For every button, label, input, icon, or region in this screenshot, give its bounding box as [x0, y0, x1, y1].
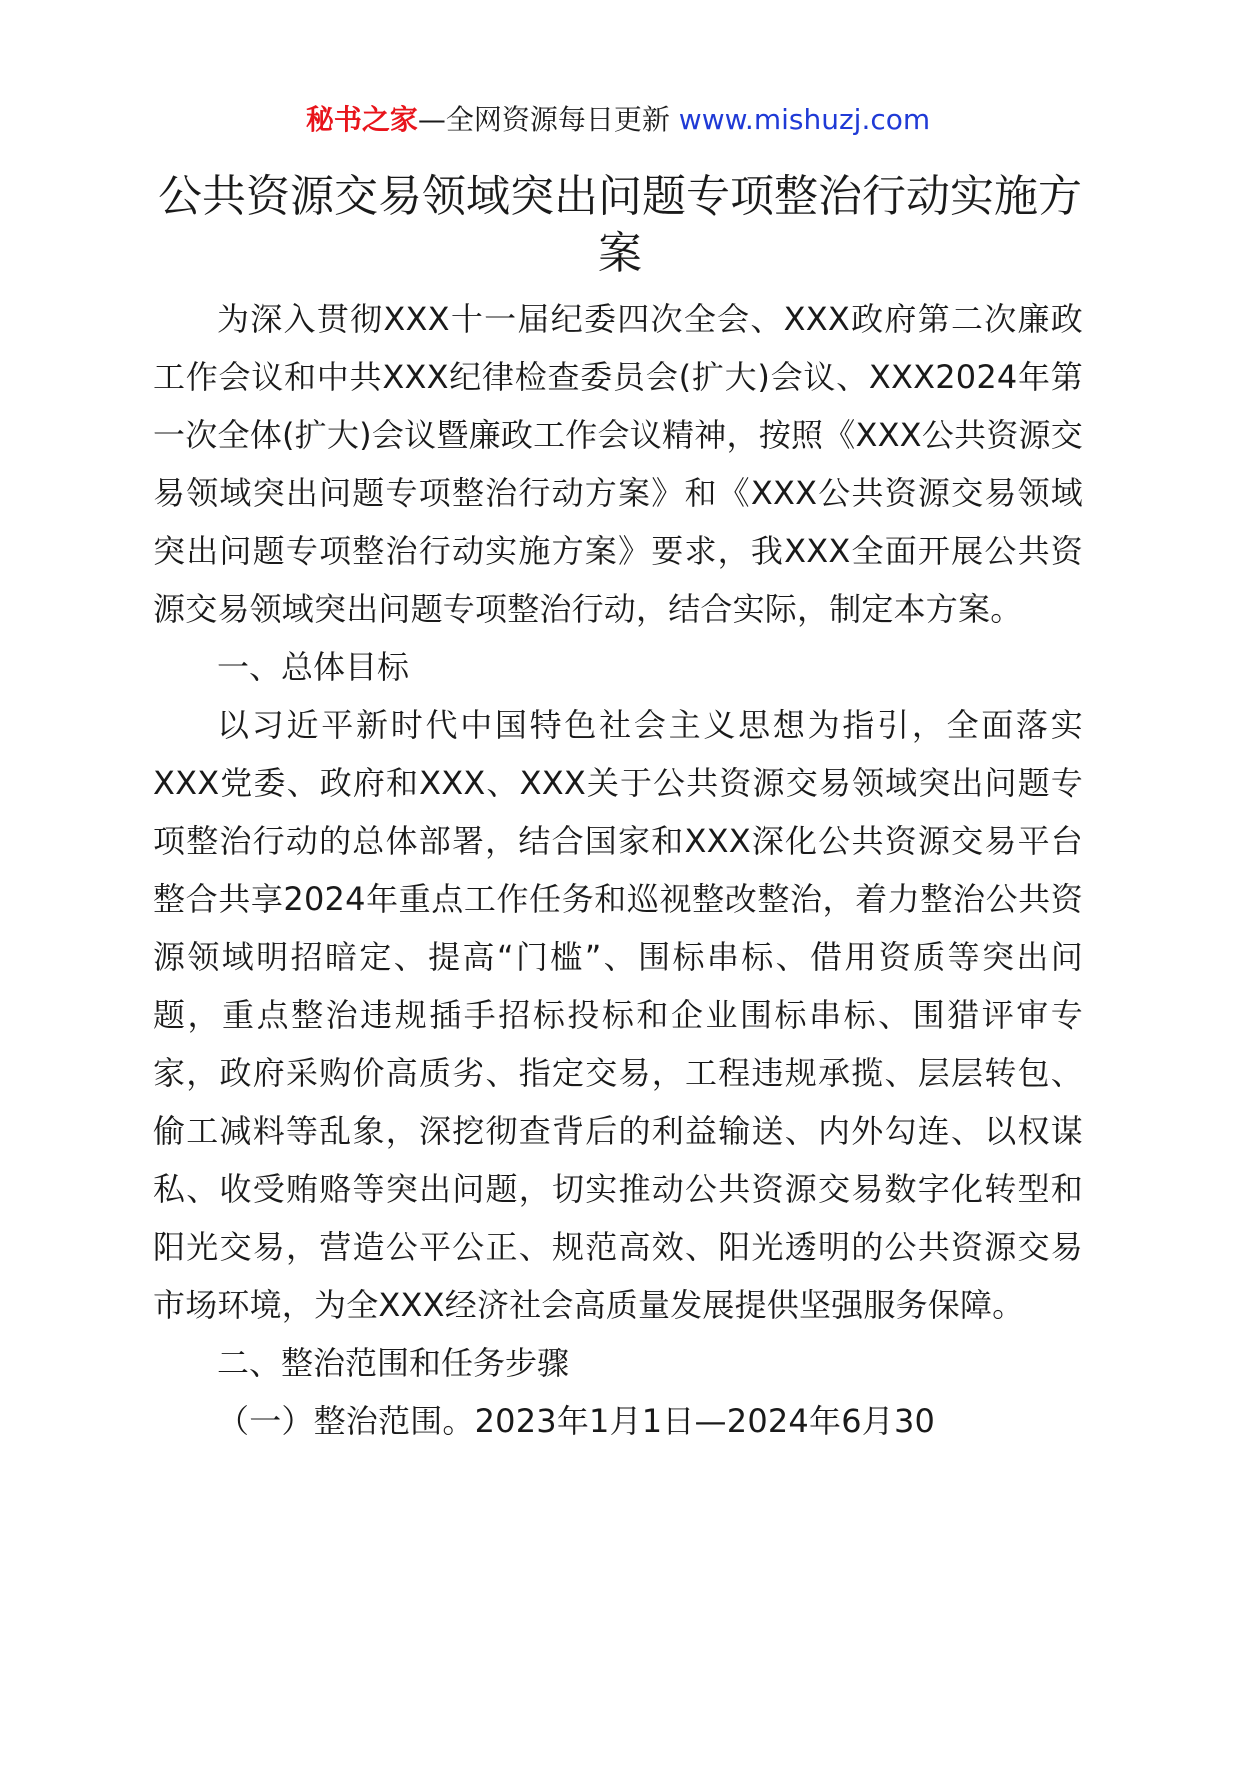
section-1-paragraph: 以习近平新时代中国特色社会主义思想为指引，全面落实XXX党委、政府和XXX、XXX关于公共资源交易领域突出问题专项整治行动的总体部署，结合国家和XXX深化公共资源交易平台整合共享2024年重点工作任务和巡视整改整治，着力整治公共资源领域明招暗定、提高“门槛”、围标串标、借用资质等突出问题，重点整治违规插手招标投标和企业围标串标、围猎评审专家，政府采购价高质劣、指定交易，工程违规承揽、层层转包、偷工减料等乱象，深挖彻查背后的利益输送、内外勾连、以权谋私、收受贿赂等突出问题，切实推动公共资源交易数字化转型和阳光交易，营造公平公正、规范高效、阳光透明的公共资源交易市场环境，为全XXX经济社会高质量发展提供坚强服务保障。 — [153, 706, 1083, 1324]
section-2-heading: 二、整治范围和任务步骤 — [217, 1344, 570, 1382]
site-slogan: —全网资源每日更新 — [417, 103, 670, 136]
site-header — [0, 100, 1236, 140]
document-title: 公共资源交易领域突出问题专项整治行动实施方案 — [158, 171, 1082, 279]
site-url-link[interactable]: www.mishuzj.com — [678, 103, 931, 136]
intro-paragraph: 为深入贯彻XXX十一届纪委四次全会、XXX政府第二次廉政工作会议和中共XXX纪律检查委员会(扩大)会议、XXX2024年第一次全体(扩大)会议暨廉政工作会议精神，按照《XXX公共资源交易领域突出问题专项整治行动方案》和《XXX公共资源交易领域突出问题专项整治行动实施方案》要求，我XXX全面开展公共资源交易领域突出问题专项整治行动，结合实际，制定本方案。 — [153, 300, 1083, 628]
section-2-subsection-1: （一）整治范围。2023年1月1日—2024年6月30 — [217, 1402, 936, 1440]
section-1-heading: 一、总体目标 — [217, 648, 410, 686]
site-name: 秘书之家 — [305, 103, 418, 136]
document-body — [153, 290, 1083, 1450]
